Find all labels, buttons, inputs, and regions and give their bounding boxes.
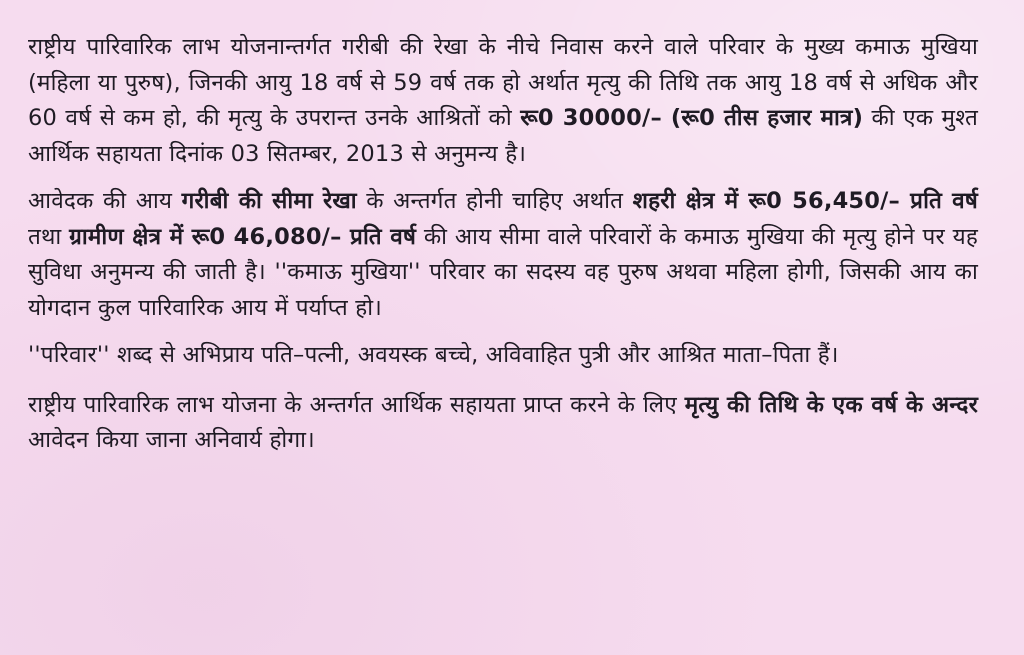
paragraph-family-definition bbox=[28, 338, 978, 374]
urban-limit-bold: शहरी क्षेत्र में रू0 56,450/– प्रति वर्ष bbox=[632, 188, 979, 214]
text-segment: तथा bbox=[28, 223, 70, 250]
text-segment: की एक मुश्त आर्थिक सहायता दिनांक 03 सितम्बर, 2013 से अनुमन्य है। bbox=[28, 105, 978, 167]
deadline-bold: मृत्यु की तिथि के एक वर्ष के अन्दर bbox=[684, 391, 978, 418]
paragraph-income-limit bbox=[28, 184, 978, 326]
text-segment: राष्ट्रीय पारिवारिक लाभ योजनान्तर्गत गरीबी की रेखा के नीचे निवास करने वाले परिवार के मुख्य कमाऊ मुखिया (महिला या पुरुष), जिनकी आयु 18 वर्ष से 59 वर्ष तक हो अर्थात मृत्यु की तिथि तक आयु 18 वर्ष से अधिक और 60 वर्ष से कम हो, की मृत्यु के उपरान्त उनके आश्रितों को bbox=[28, 34, 978, 131]
text-segment: के अन्तर्गत होनी चाहिए अर्थात bbox=[356, 188, 633, 214]
text-segment: आवेदन किया जाना अनिवार्य होगा। bbox=[28, 427, 315, 453]
text-segment: राष्ट्रीय पारिवारिक लाभ योजना के अन्तर्गत आर्थिक सहायता प्राप्त करने के लिए bbox=[28, 391, 685, 418]
text-segment: की आय सीमा वाले परिवारों के कमाऊ मुखिया की मृत्यु होने पर यह सुविधा अनुमन्य की जाती है। ''कमाऊ मुखिया'' परिवार का सदस्य वह पुरुष अथवा महिला होगी, जिसकी आय का योगदान कुल पारिवारिक आय में पर्याप्त हो। bbox=[28, 223, 978, 321]
paragraph-application-deadline bbox=[28, 388, 978, 459]
text-segment: ''परिवार'' शब्द से अभिप्राय पति–पत्नी, अवयस्क बच्चे, अविवाहित पुत्री और आश्रित माता–पिता हैं। bbox=[28, 342, 839, 368]
amount-bold: रू0 30000/– (रू0 तीस हजार मात्र) bbox=[520, 105, 864, 131]
poverty-line-bold: गरीबी की सीमा रेखा bbox=[181, 188, 357, 214]
text-segment: आवेदक की आय bbox=[28, 188, 182, 214]
paragraph-benefit-amount bbox=[28, 30, 978, 172]
rural-limit-bold: ग्रामीण क्षेत्र में रू0 46,080/– प्रति वर्ष bbox=[69, 223, 417, 250]
